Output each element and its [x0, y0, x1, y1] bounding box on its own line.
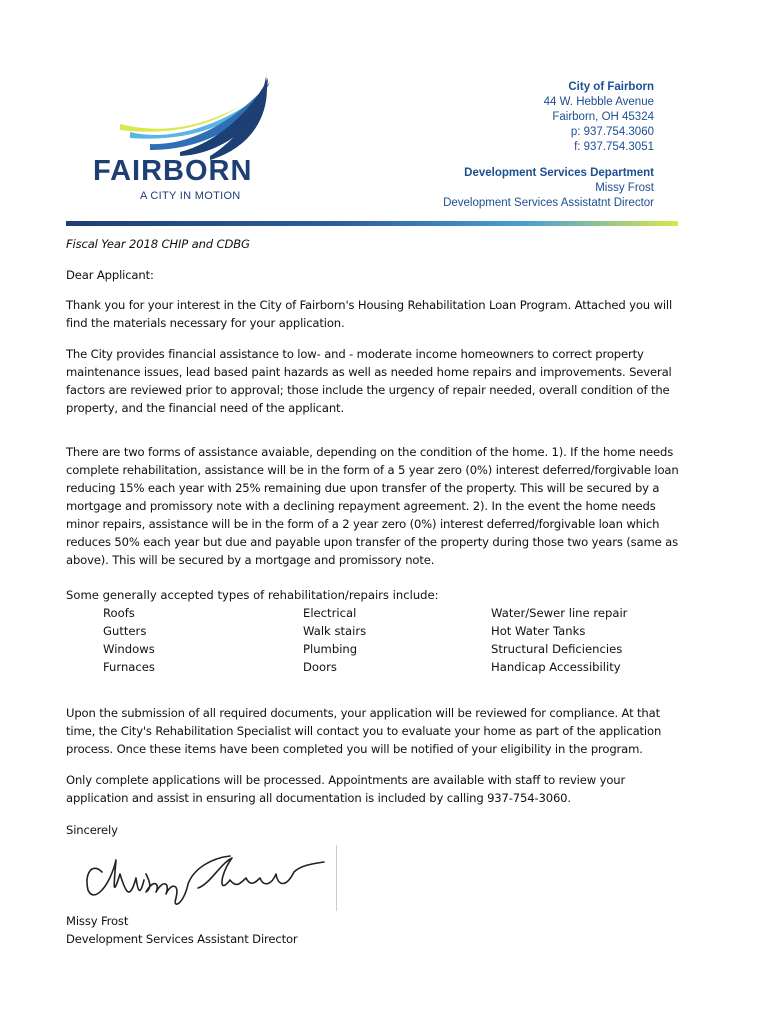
- city-state-zip: Fairborn, OH 45324: [552, 111, 654, 123]
- address-block: [544, 80, 654, 155]
- fax-number: f: 937.754.3051: [574, 141, 654, 153]
- paragraph-5: Only complete applications will be processed. Appointments are available with staff to review your application and assist in ensuring all documentation is included by calling 937-754-3060.: [66, 773, 626, 805]
- repairs-intro: Some generally accepted types of rehabilitation/repairs include:: [66, 588, 439, 602]
- logo-wordmark: FAIRBORN: [93, 155, 253, 187]
- list-item: Water/Sewer line repair: [491, 606, 628, 620]
- list-item: Handicap Accessibility: [491, 660, 621, 674]
- list-item: Windows: [103, 642, 155, 656]
- list-item: Doors: [303, 660, 337, 674]
- header-divider: [66, 221, 678, 226]
- repairs-column-3: [491, 604, 627, 676]
- list-item: Walk stairs: [303, 624, 367, 638]
- paragraph-3: There are two forms of assistance avaiable, depending on the condition of the home. 1). If the home needs complete rehabilitation, assistance will be in the form of a 5 year zero (0%) interest deferred/forgivable loan reducing 15% each year with 25% remaining due upon transfer of the property. This will be secured by a mortgage and promissory note with a declining repayment agreement. 2). In the event the home needs minor repairs, assistance will be in the form of a 2 year zero (0%) interest deferred/forgivable loan which reduces 50% each year but due and payable upon transfer of the property during those two years (same as above). This will be secured by a mortgage and promissory note.: [66, 445, 679, 567]
- department-block: [443, 166, 654, 211]
- list-item: Gutters: [103, 624, 147, 638]
- list-item: Electrical: [303, 606, 357, 620]
- repairs-column-2: [303, 604, 366, 676]
- logo-tagline: A CITY IN MOTION: [140, 190, 241, 202]
- org-name: City of Fairborn: [568, 81, 654, 93]
- signer-name: Missy Frost: [66, 914, 129, 928]
- list-item: Hot Water Tanks: [491, 624, 586, 638]
- list-item: Structural Deficiencies: [491, 642, 623, 656]
- repairs-column-1: [103, 604, 155, 676]
- list-item: Roofs: [103, 606, 135, 620]
- contact-title: Development Services Assistatnt Director: [443, 197, 654, 209]
- list-item: Plumbing: [303, 642, 358, 656]
- signature-divider: [336, 845, 337, 911]
- letter-subject: Fiscal Year 2018 CHIP and CDBG: [66, 237, 250, 251]
- list-item: Furnaces: [103, 660, 155, 674]
- paragraph-2: The City provides financial assistance to low- and - moderate income homeowners to correct property maintenance issues, lead based paint hazards as well as needed home repairs and improvements. Several factors are reviewed prior to approval; those include the urgency of repair needed, overall condition of the property, and the financial need of the applicant.: [66, 347, 672, 415]
- phone-number: p: 937.754.3060: [570, 126, 654, 138]
- department-name: Development Services Department: [464, 167, 654, 179]
- letter-greeting: Dear Applicant:: [66, 268, 154, 282]
- signer-title: Development Services Assistant Director: [66, 932, 298, 946]
- repairs-list: [66, 586, 682, 674]
- closing: Sincerely: [66, 823, 118, 837]
- signature-image: [80, 844, 338, 914]
- paragraph-4: Upon the submission of all required documents, your application will be reviewed for compliance. At that time, the City's Rehabilitation Specialist will contact you to evaluate your home as part of the application process. Once these items have been completed you will be notified of your eligibility in the program.: [66, 706, 662, 756]
- contact-name: Missy Frost: [595, 182, 654, 194]
- paragraph-1: Thank you for your interest in the City of Fairborn's Housing Rehabilitation Loan Program. Attached you will find the materials necessary for your application.: [66, 298, 673, 330]
- street-address: 44 W. Hebble Avenue: [543, 96, 654, 108]
